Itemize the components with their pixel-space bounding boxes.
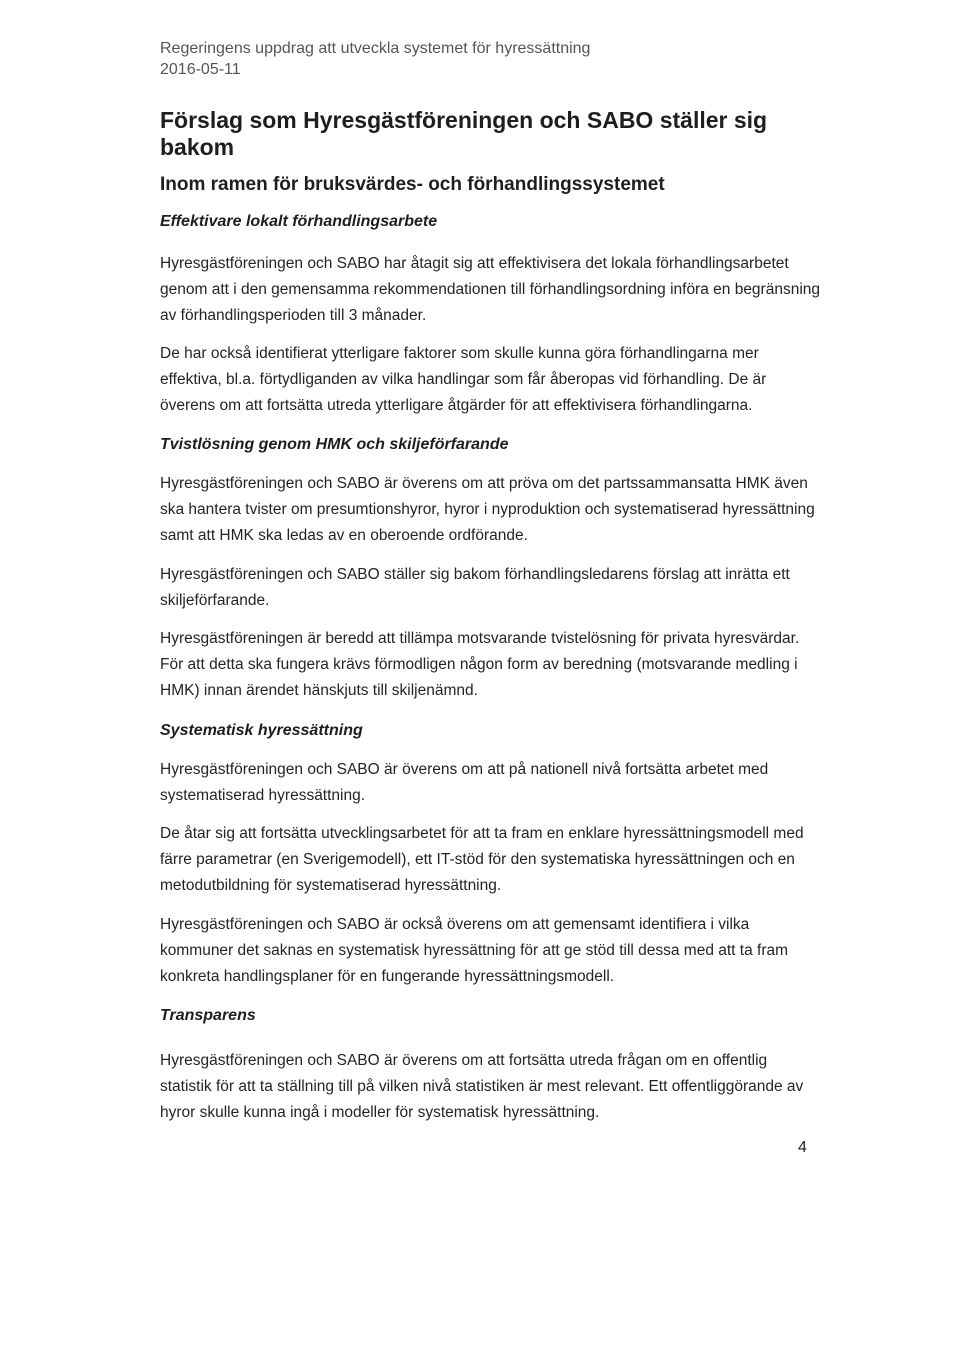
paragraph: Hyresgästföreningen och SABO är också överens om att gemensamt identifiera i vilka kommuner det saknas en systematisk hyressättning för att ge stöd till dessa med att ta fram konkreta handlingsplaner för en fungerande hyressättningsmodell. (160, 916, 789, 985)
heading-tvistlosning: Tvistlösning genom HMK och skiljeförfarande (160, 436, 509, 453)
paragraph: De har också identifierat ytterligare faktorer som skulle kunna göra förhandlingarna mer effektiva, bl.a. förtydliganden av vilka handlingar som får åberopas vid förhandling. De är överens om att fortsätta utreda ytterligare åtgärder för att effektivisera förhandlingarna. (160, 345, 767, 414)
section-subtitle: Inom ramen för bruksvärdes- och förhandlingssystemet (160, 174, 665, 195)
page-title: Förslag som Hyresgästföreningen och SABO ställer sig bakom (160, 107, 768, 160)
heading-systematisk: Systematisk hyressättning (160, 722, 363, 739)
page-number: 4 (798, 1139, 807, 1156)
paragraph: Hyresgästföreningen och SABO är överens om att pröva om det partssammansatta HMK även ska hantera tvister om presumtionshyror, hyror i nyproduktion och systematiserad hyressättning samt att HMK ska ledas av en oberoende ordförande. (160, 475, 815, 544)
paragraph: Hyresgästföreningen och SABO är överens om att på nationell nivå fortsätta arbetet med systematiserad hyressättning. (160, 761, 769, 804)
paragraph: Hyresgästföreningen och SABO har åtagit sig att effektivisera det lokala förhandlingsarbetet genom att i den gemensamma rekommendationen till förhandlingsordning införa en begränsning av förhandlingsperioden till 3 månader. (160, 255, 821, 324)
paragraph: Hyresgästföreningen är beredd att tillämpa motsvarande tvistelösning för privata hyresvärdar. För att detta ska fungera krävs förmodligen någon form av beredning (motsvarande medling i HMK) innan ärendet hänskjuts till skiljenämnd. (160, 630, 800, 699)
running-header-date: 2016-05-11 (160, 61, 241, 78)
paragraph: Hyresgästföreningen och SABO ställer sig bakom förhandlingsledarens förslag att inrätta ett skiljeförfarande. (160, 566, 790, 609)
paragraph: De åtar sig att fortsätta utvecklingsarbetet för att ta fram en enklare hyressättningsmodell med färre parametrar (en Sverigemodell), ett IT-stöd för den systematiska hyressättningen och en metodutbildning för systematiserad hyressättning. (160, 825, 804, 894)
paragraph: Hyresgästföreningen och SABO är överens om att fortsätta utreda frågan om en offentlig statistik för att ta ställning till på vilken nivå statistiken är mest relevant. Ett offentliggörande av hyror skulle kunna ingå i modeller för systematisk hyressättning. (160, 1052, 804, 1121)
heading-transparens: Transparens (160, 1007, 256, 1024)
running-header-title: Regeringens uppdrag att utveckla systemet för hyressättning (160, 40, 591, 57)
heading-effektivare: Effektivare lokalt förhandlingsarbete (160, 213, 438, 230)
